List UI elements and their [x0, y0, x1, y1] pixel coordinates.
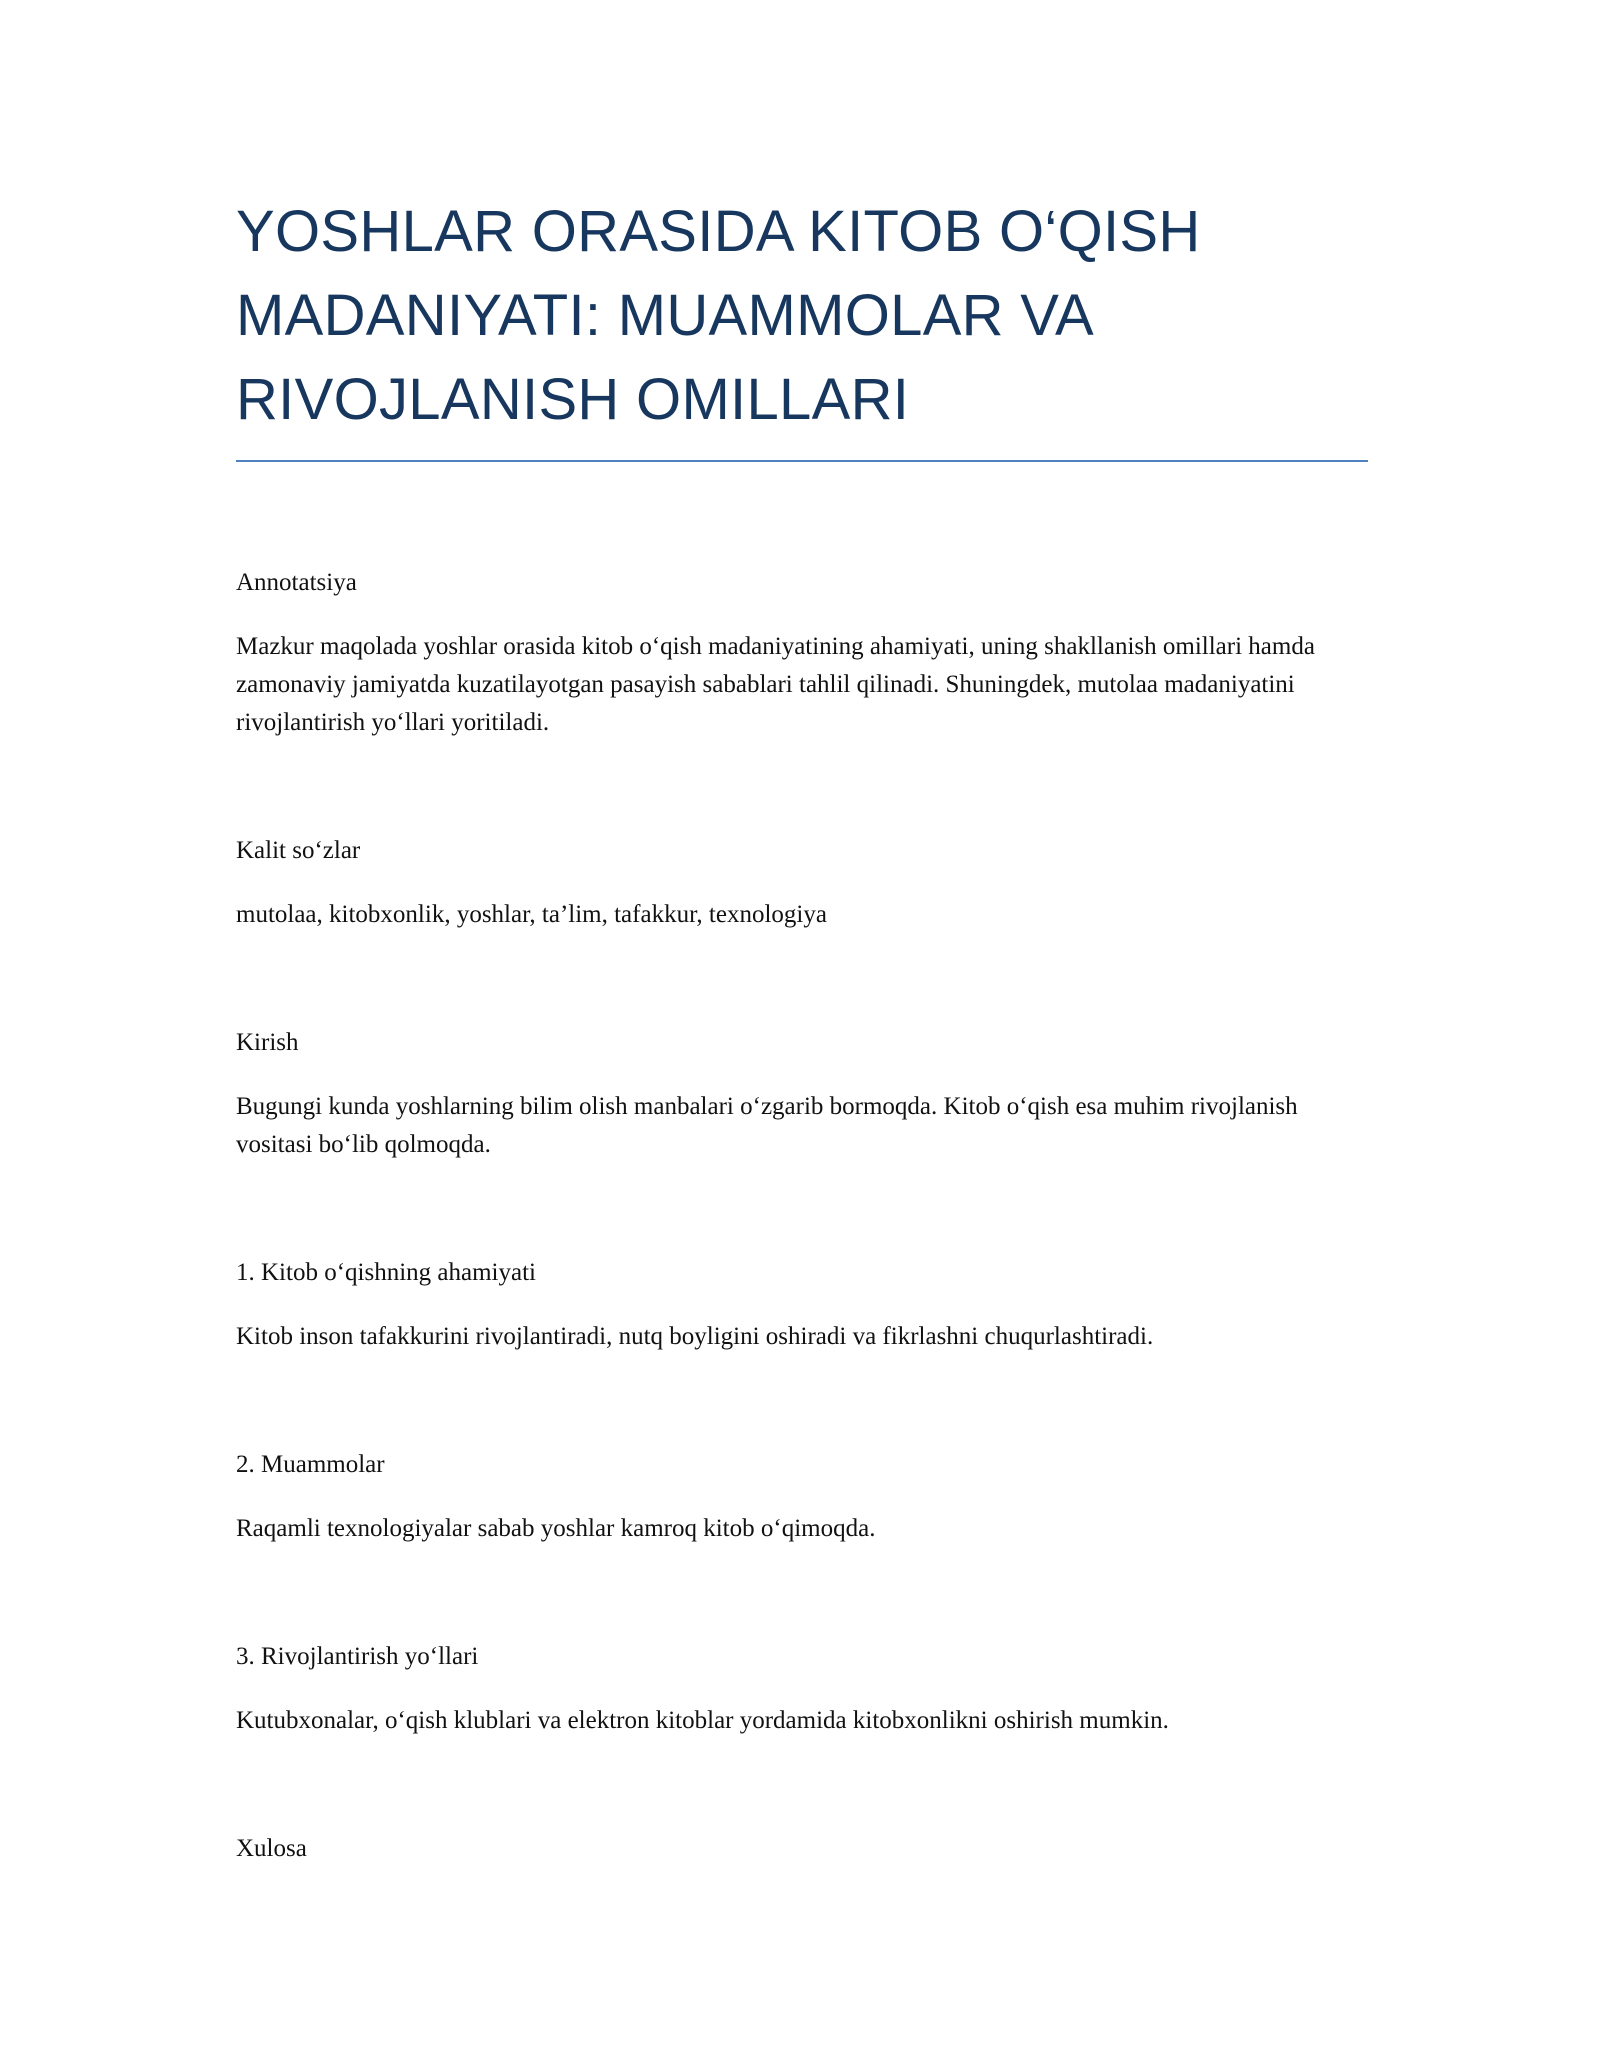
section-development-ways — [236, 1638, 1368, 1740]
section-heading: Annotatsiya — [236, 569, 357, 596]
section-heading: Kirish — [236, 1029, 299, 1056]
section-conclusion — [236, 1830, 1368, 1868]
section-importance — [236, 1254, 1368, 1356]
section-introduction — [236, 1024, 1368, 1164]
document-content — [236, 190, 1368, 1894]
section-body: Mazkur maqolada yoshlar orasida kitob o‘qish madaniyatining ahamiyati, uning shakllanish omillari hamda zamonaviy jamiyatda kuzatilayotgan pasayish sabablari tahlil qilinadi. Shuningdek, mutolaa madaniyatini rivojlantirish yo‘llari yoritiladi. — [236, 633, 1315, 736]
section-keywords — [236, 832, 1368, 934]
document-title: YOSHLAR ORASIDA KITOB O‘QISH MADANIYATI: MUAMMOLAR VA RIVOJLANISH OMILLARI — [236, 190, 1368, 462]
section-annotation — [236, 564, 1368, 742]
section-heading: 3. Rivojlantirish yo‘llari — [236, 1643, 479, 1670]
section-heading: Xulosa — [236, 1835, 307, 1862]
section-heading: Kalit so‘zlar — [236, 837, 361, 864]
section-body: Bugungi kunda yoshlarning bilim olish manbalari o‘zgarib bormoqda. Kitob o‘qish esa muhim rivojlanish vositasi bo‘lib qolmoqda. — [236, 1093, 1298, 1158]
section-body: mutolaa, kitobxonlik, yoshlar, ta’lim, tafakkur, texnologiya — [236, 901, 827, 928]
section-heading: 1. Kitob o‘qishning ahamiyati — [236, 1259, 536, 1286]
section-problems — [236, 1446, 1368, 1548]
section-heading: 2. Muammolar — [236, 1451, 385, 1478]
section-body: Kutubxonalar, o‘qish klublari va elektron kitoblar yordamida kitobxonlikni oshirish mumkin. — [236, 1707, 1169, 1734]
section-body: Kitob inson tafakkurini rivojlantiradi, nutq boyligini oshiradi va fikrlashni chuqurlashtiradi. — [236, 1323, 1154, 1350]
section-body: Raqamli texnologiyalar sabab yoshlar kamroq kitob o‘qimoqda. — [236, 1515, 876, 1542]
